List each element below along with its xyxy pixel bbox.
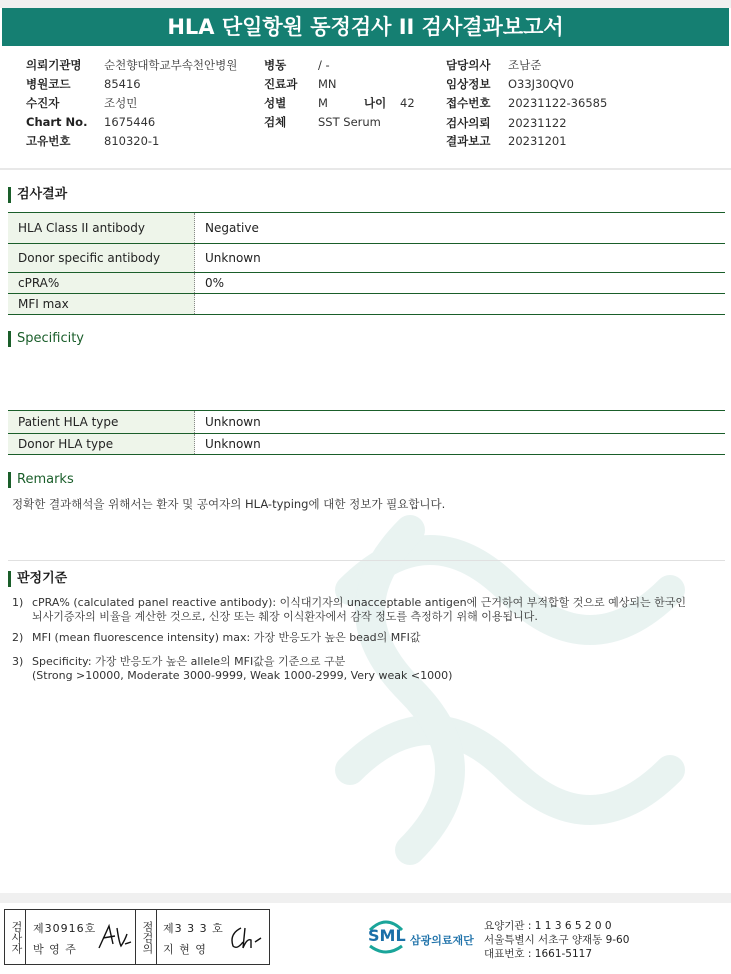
report-title: HLA 단일항원 동정검사 II 검사결과보고서 [2, 8, 729, 46]
info-age: 나이 42 [364, 96, 415, 110]
info-request-date: 검사의뢰 20231122 [446, 116, 567, 130]
reviewer-label: 점검의 [141, 920, 154, 954]
inspector-signature-graphic [97, 922, 133, 952]
divider [25, 910, 26, 964]
info-hospital-code: 병원코드 85416 [26, 77, 141, 91]
remarks-text: 정확한 결과해석을 위해서는 환자 및 공여자의 HLA-typing에 대한 정보가 필요합니다. [12, 497, 446, 511]
table-row: MFI max [8, 294, 725, 314]
criteria-item: 1) cPRA% (calculated panel reactive antibody): 이식대기자의 unacceptable antigen에 근거하여 부적합할 것으로 예상되는 한국인 뇌사기증자의 비율을 계산한 것으로, 신장 또는 췌장 이식환자에서 감작 정도를 측정하기 위해 이용됩니다. [12, 596, 686, 623]
table-row: Donor HLA type Unknown [8, 434, 725, 454]
criteria-heading: 판정기준 [8, 571, 67, 587]
criteria-item: 2) MFI (mean fluorescence intensity) max: 가장 반응도가 높은 bead의 MFI값 [12, 631, 421, 644]
sml-logo: SML 삼광의료재단 [366, 916, 506, 956]
specificity-heading: Specificity [8, 331, 84, 347]
info-clinical: 임상정보 O33J30QV0 [446, 77, 574, 91]
info-specimen: 검체 SST Serum [264, 115, 381, 129]
divider [8, 560, 725, 561]
hla-type-table [8, 410, 725, 455]
org-address: 서울특별시 서초구 양재동 9-60 [484, 934, 630, 946]
info-chart-no: Chart No. 1675446 [26, 115, 156, 129]
org-code: 요양기관 : 1 1 3 6 5 2 0 0 [484, 920, 612, 932]
table-row: Patient HLA type Unknown [8, 411, 725, 434]
table-row: HLA Class II antibody Negative [8, 213, 725, 244]
results-heading: 검사결과 [8, 187, 67, 203]
info-doctor: 담당의사 조남준 [446, 58, 542, 72]
info-report-date: 결과보고 20231201 [446, 134, 567, 148]
info-receipt-no: 접수번호 20231122-36585 [446, 96, 608, 110]
divider [156, 910, 157, 964]
remarks-heading: Remarks [8, 472, 74, 488]
reviewer-license: 제3 3 3 호 [163, 922, 224, 935]
reviewer-name: 지 현 영 [163, 943, 207, 956]
reviewer-signature-graphic [227, 924, 263, 952]
info-ward: 병동 / - [264, 58, 330, 72]
results-table [8, 212, 725, 315]
info-requesting-org: 의뢰기관명 순천향대학교부속천안병원 [26, 58, 238, 72]
inspector-license: 제30916호 [33, 922, 97, 935]
signature-box [4, 909, 270, 965]
top-band [0, 0, 731, 8]
table-row: Donor specific antibody Unknown [8, 244, 725, 273]
footer-band [0, 893, 731, 903]
info-unique-id: 고유번호 810320-1 [26, 134, 160, 148]
info-department: 진료과 MN [264, 77, 337, 91]
table-row: cPRA% 0% [8, 273, 725, 294]
org-phone: 대표번호 : 1661-5117 [484, 948, 593, 960]
inspector-label: 검사자 [10, 920, 23, 954]
divider [0, 168, 731, 170]
criteria-item: 3) Specificity: 가장 반응도가 높은 allele의 MFI값을 기준으로 구분 (Strong >10000, Moderate 3000-9999, Weak 1000-2999, Very weak <1000) [12, 655, 453, 682]
info-patient-name: 수진자 조성민 [26, 96, 138, 110]
inspector-name: 박 영 주 [33, 943, 77, 956]
info-sex: 성별 M [264, 96, 328, 110]
